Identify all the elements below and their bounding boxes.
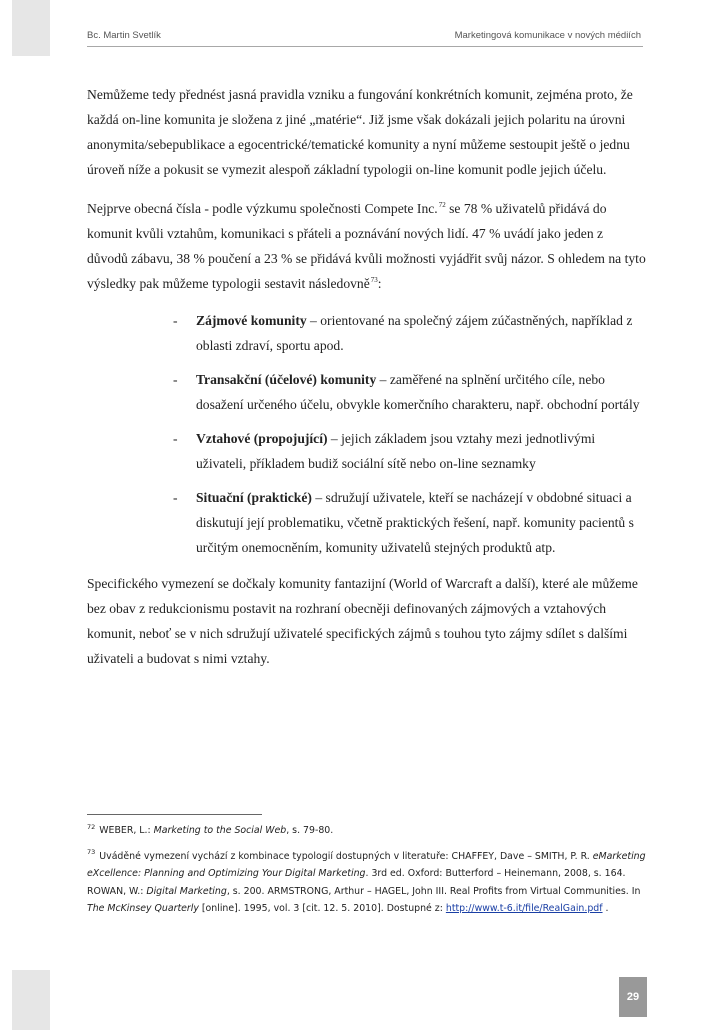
list-item-term: Vztahové (propojující) [196,431,328,446]
footnote-text: [online]. 1995, vol. 3 [cit. 12. 5. 2010]. Dostupné z: [198,903,446,914]
header-author: Bc. Martin Svetlík [87,30,161,41]
list-item-term: Transakční (účelové) komunity [196,372,377,387]
list-item-term: Zájmové komunity [196,313,307,328]
footnote-ref-72[interactable]: 72 [438,201,446,210]
paragraph-2-start: Nejprve obecná čísla - podle výzkumu společnosti Compete Inc. [87,201,438,216]
paragraph-3: Specifického vymezení se dočkaly komunity fantazijní (World of Warcraft a další), které ale můžeme bez obav z redukcionismu postavit na rozhraní obecněji definovaných zájmových a vztahových komunit, neboť se v nich sdružují uživatelé specifických zájmů s touhou tyto zájmy sdílet s dalšími uživateli a budovat s nimi vztahy. [87,576,638,666]
list-item [87,485,647,560]
side-tab-top [12,0,50,56]
footnote-text: , s. 200. ARMSTRONG, Arthur – HAGEL, John III. Real Profits from Virtual Communities. In [226,885,641,897]
page-header [87,30,641,44]
footnote-title: The McKinsey Quarterly [87,903,199,914]
footnote-text: Uváděné vymezení vychází z kombinace typologií dostupných v literatuře: CHAFFEY, Dave – SMITH, P. R. [99,850,593,862]
list-item-text: – sdružují uživatele, kteří se nacházejí v obdobné situaci a diskutují její problematiku, včetně praktických řešení, např. komunity pacientů s určitým onemocněním, komunity uživatelů stejných produktů atp. [196,490,634,555]
list-item [87,367,647,417]
paragraph-2-mid: se 78 % uživatelů přidává do komunit kvůli vztahům, komunikaci s přáteli a poznávání nových lidí. 47 % uvádí jako jeden z důvodů zábavu, 38 % poučení a 23 % se přidává kvůli možnosti vyjádřit svůj názor. S ohledem na tyto výsledky pak můžeme typologii sestavit následovně [87,201,646,291]
list-dash: - [173,490,178,505]
footnote-text: , s. 79-80. [286,825,334,836]
header-title: Marketingová komunikace v nových médiích [454,30,641,41]
footnote-text: . [602,903,609,914]
list-dash: - [173,431,178,446]
side-tab-bottom [12,970,50,1030]
list-item-term: Situační (praktické) [196,490,312,505]
footnote-ref-73[interactable]: 73 [370,276,378,285]
footnote-number: 73 [87,848,96,857]
list-item-text: – zaměřené na splnění určitého cíle, nebo dosažení určeného účelu, obvykle komerčního charakteru, např. obchodní portály [196,372,640,412]
page-number: 29 [619,977,647,1017]
footnotes [87,822,647,926]
list-dash: - [173,372,178,387]
list-item [87,308,647,358]
paragraph-2 [87,196,647,296]
footnote-link[interactable]: http://www.t-6.it/file/RealGain.pdf [445,903,603,914]
footnote-text: WEBER, L.: [99,825,154,836]
community-type-list [87,308,647,560]
list-dash: - [173,313,178,328]
footnote-title: Marketing to the Social Web [153,825,287,836]
footnote-title: Digital Marketing [146,885,227,897]
header-divider [87,46,643,47]
footnote-73 [87,848,647,918]
list-item-text: – orientované na společný zájem zúčastněných, například z oblasti zdraví, sportu apod. [196,313,633,353]
footnote-title: eMarketing eXcellence: Planning and Optimizing Your Digital Marketing [87,850,646,879]
main-content [87,82,647,671]
footnote-text: . 3rd ed. Oxford: Butterford – Heinemann, 2008, s. 164. ROWAN, W.: [87,868,626,897]
list-item [87,426,647,476]
footnote-72 [87,822,647,840]
footnote-number: 72 [87,822,96,831]
list-item-text: – jejich základem jsou vztahy mezi jednotlivými uživateli, příkladem budiž sociální sítě nebo on-line seznamky [196,431,596,471]
footnote-divider [87,814,262,815]
paragraph-2-end: : [377,276,382,291]
paragraph-1: Nemůžeme tedy přednést jasná pravidla vzniku a fungování konkrétních komunit, zejména proto, že každá on-line komunita je složena z jiné „matérie“. Již jsme však dokázali jejich polaritu na úrovni anonymita/sebepublikace a egocentrické/tematické komunity a nyní můžeme sestoupit ještě o jednu úroveň níže a pokusit se vymezit alespoň základní typologii on-line komunit podle jejich účelu. [87,87,633,177]
